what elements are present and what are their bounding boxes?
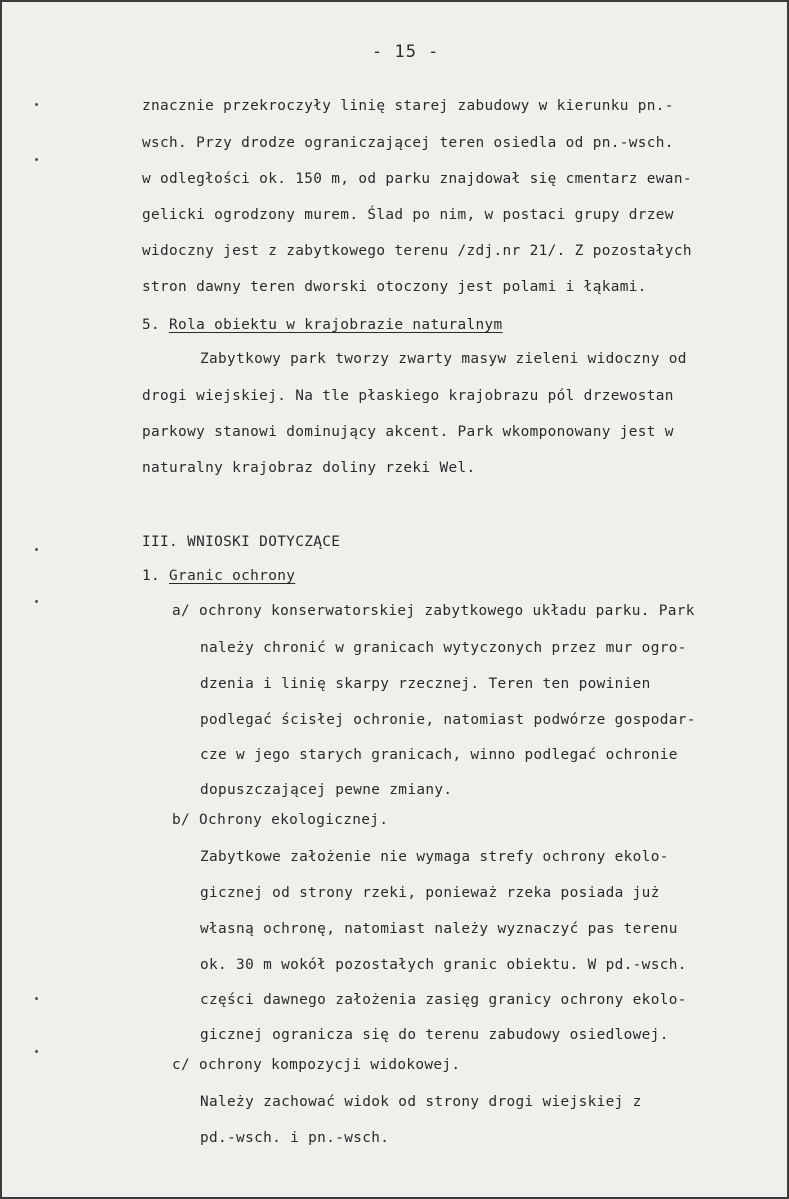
page-number: - 15 - <box>372 42 440 62</box>
list-item-b: b/ Ochrony ekologicznej. <box>172 812 389 828</box>
text-line: gicznej ogranicza się do terenu zabudowy osiedlowej. <box>200 1027 669 1043</box>
text-line: części dawnego założenia zasięg granicy ochrony ekolo- <box>200 992 687 1008</box>
subsection-title: Granic ochrony <box>169 568 296 584</box>
section-title: Rola obiektu w krajobrazie naturalnym <box>169 317 503 333</box>
text-line: dzenia i linię skarpy rzecznej. Teren ten powinien <box>200 676 651 692</box>
text-line: w odległości ok. 150 m, od parku znajdował się cmentarz ewan- <box>142 171 692 187</box>
text-line: parkowy stanowi dominujący akcent. Park wkomponowany jest w <box>142 424 674 440</box>
text-line: Zabytkowe założenie nie wymaga strefy ochrony ekolo- <box>200 849 669 865</box>
text-line: własną ochronę, natomiast należy wyznaczyć pas terenu <box>200 921 678 937</box>
text-line: cze w jego starych granicach, winno podlegać ochronie <box>200 747 678 763</box>
text-line: stron dawny teren dworski otoczony jest polami i łąkami. <box>142 279 647 295</box>
text-line: gelicki ogrodzony murem. Ślad po nim, w postaci grupy drzew <box>142 207 674 223</box>
list-item-c: c/ ochrony kompozycji widokowej. <box>172 1057 461 1073</box>
text-line: drogi wiejskiej. Na tle płaskiego krajobrazu pól drzewostan <box>142 388 674 404</box>
subsection-number: 1. <box>142 568 170 584</box>
text-line: podlegać ścisłej ochronie, natomiast podwórze gospodar- <box>200 712 696 728</box>
chapter-heading: III. WNIOSKI DOTYCZĄCE <box>142 534 341 550</box>
text-line: znacznie przekroczyły linię starej zabudowy w kierunku pn.- <box>142 98 674 114</box>
text-line: gicznej od strony rzeki, ponieważ rzeka posiada już <box>200 885 660 901</box>
text-line: widoczny jest z zabytkowego terenu /zdj.nr 21/. Z pozostałych <box>142 243 692 259</box>
list-item-a: a/ ochrony konserwatorskiej zabytkowego układu parku. Park <box>172 603 695 619</box>
text-line: wsch. Przy drodze ograniczającej teren osiedla od pn.-wsch. <box>142 135 674 151</box>
text-line: dopuszczającej pewne zmiany. <box>200 782 453 798</box>
text-line: ok. 30 m wokół pozostałych granic obiektu. W pd.-wsch. <box>200 957 687 973</box>
text-line: Zabytkowy park tworzy zwarty masyw zieleni widoczny od <box>200 351 687 367</box>
text-line: Należy zachować widok od strony drogi wiejskiej z <box>200 1094 642 1110</box>
text-line: należy chronić w granicach wytyczonych przez mur ogro- <box>200 640 687 656</box>
text-line: pd.-wsch. i pn.-wsch. <box>200 1130 390 1146</box>
section-number: 5. <box>142 317 170 333</box>
text-line: naturalny krajobraz doliny rzeki Wel. <box>142 460 476 476</box>
